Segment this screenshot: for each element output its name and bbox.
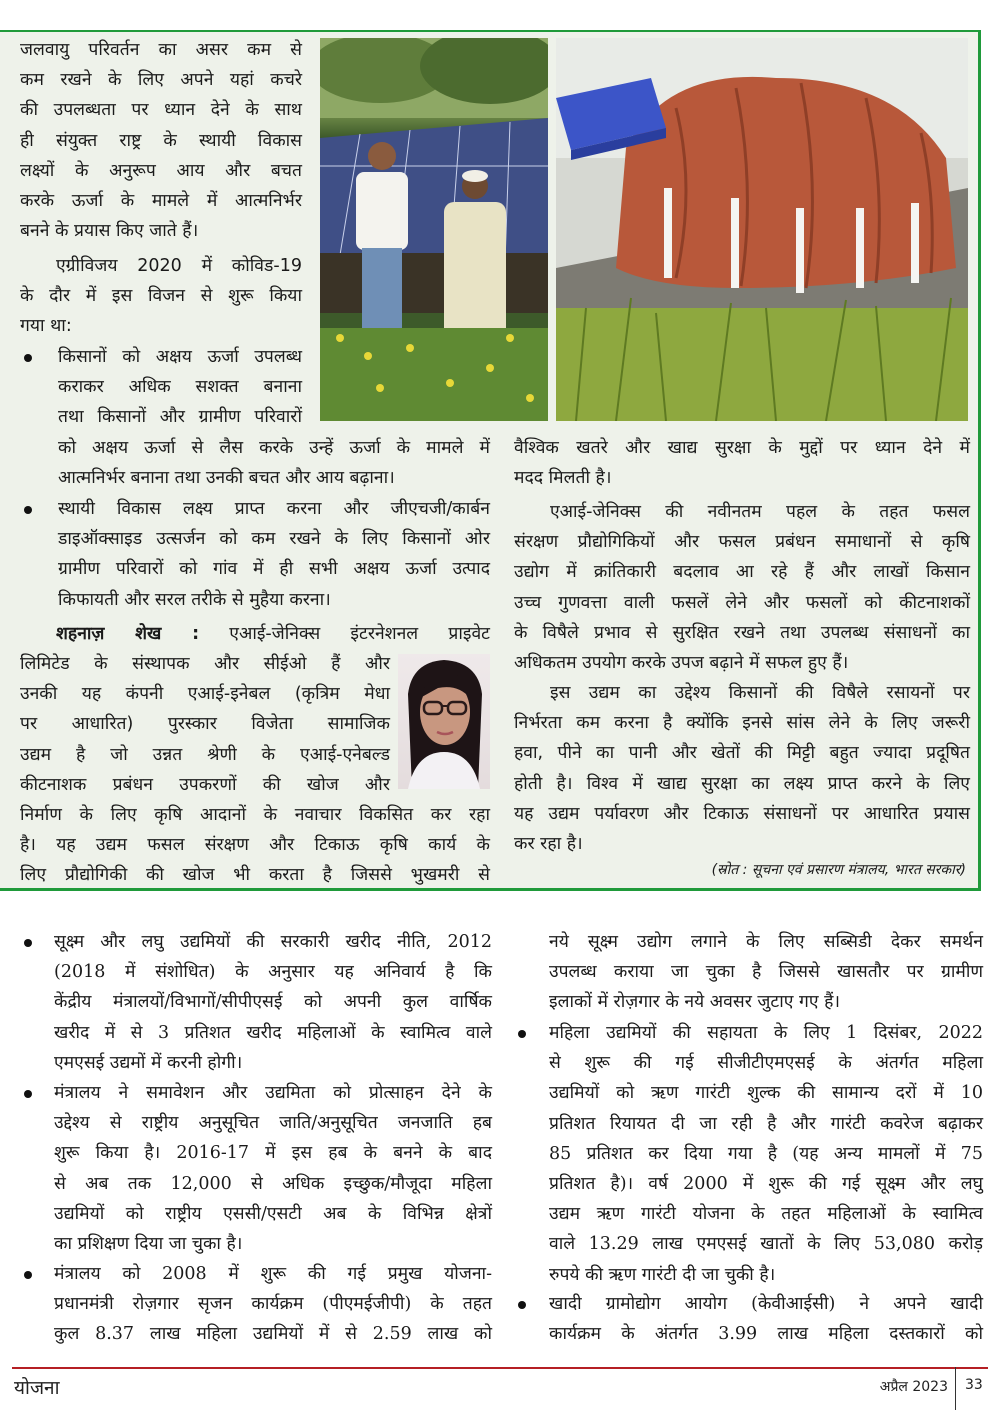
text-line: शुरू किया है। 2016-17 में इस हब के बनने के बाद [54,1143,492,1164]
intro-paragraph [20,35,302,246]
bullet-icon [24,939,32,947]
solar-scene-illustration [320,38,548,421]
text-line: निर्माण के लिए कृषि आदानों के नवाचार विकसित कर रहा [20,805,490,825]
text-line: एमएसई उद्यमों में करनी होगी। [54,1052,243,1073]
bullet-item [549,1018,983,1290]
text-line: ही संयुक्त राष्ट्र के स्थायी विकास [20,130,302,151]
bullet-item-continued [58,433,490,493]
text-line: रुपये की ऋण गारंटी दी जा चुकी है। [549,1264,776,1285]
text-line: एग्रीविजय 2020 में कोविड-19 [56,256,302,276]
text-line: उपलब्ध कराया जा चुका है जिससे खासतौर पर ग्रामीण [549,962,983,983]
biogas-unit-photo [556,38,968,421]
text-line: 85 प्रतिशत कर दिया गया है (यह अन्य मामलों में 75 [549,1143,983,1164]
issue-date: अप्रैल 2023 [879,1379,948,1395]
text-line: के विषैले प्रभाव से सुरक्षित रखने तथा उपलब्ध संसाधनों का [514,622,970,643]
solar-farmers-photo [320,38,548,421]
text-line: की उपलब्धता पर ध्यान देने के साथ [20,100,302,121]
portrait-illustration [398,654,490,789]
bullet-icon [24,354,32,362]
text-line: निर्भरता कम करना है क्योंकि इनसे सांस लेने के लिए जरूरी [514,713,970,734]
text-line: कराकर अधिक सशक्त बनाना [58,377,302,398]
text-line: स्थायी विकास लक्ष्य प्राप्त करना और जीएचजी/कार्बन [58,499,490,519]
text-line: मंत्रालय ने समावेशन और उद्यमिता को प्रोत्साहन देने के [54,1083,492,1103]
portrait-photo [398,654,490,789]
profile-name: शहनाज़ शेख : [56,624,200,644]
profile-paragraph-wrap [20,649,390,800]
bullet-item [54,1078,492,1259]
text-line: से अब तक 12,000 से अधिक इच्छुक/मौजूदा महिला [54,1173,492,1194]
text-line: खादी ग्रामोद्योग आयोग (केवीआईसी) ने अपने खादी [549,1294,983,1314]
text-line: (2018 में संशोधित) के अनुसार यह अनिवार्य है कि [54,962,492,983]
text-line: करके ऊर्जा के मामले में आत्मनिर्भर [20,191,302,212]
text-line: जलवायु परिवर्तन का असर कम से [20,40,302,60]
text-line: कर रहा है। [514,834,583,855]
footer-divider [955,1367,956,1410]
text-line: यह उद्यम पर्यावरण और टिकाऊ संसाधनों पर आधारित प्रयास [514,803,970,824]
text-line: खरीद में से 3 प्रतिशत खरीद महिलाओं के स्वामित्व वाले [54,1022,492,1043]
text-line: प्रतिशत है)। वर्ष 2000 में शुरू की गई सूक्ष्म और लघु [549,1174,983,1195]
profile-paragraph [20,619,490,649]
text-line: उनकी यह कंपनी एआई-इनेबल (कृत्रिम मेधा [20,684,390,705]
text-line: केंद्रीय मंत्रालयों/विभागों/सीपीएसई को अपनी कुल वार्षिक [54,992,492,1013]
footer-rule [12,1367,988,1369]
right-paragraph-3 [514,678,970,859]
text-line: हवा, पीने का पानी और खेतों की मिट्टी बहुत ज्यादा प्रदूषित [514,743,970,764]
text-line: उद्योग में क्रांतिकारी बदलाव आ रहे हैं और लाखों किसान [514,562,970,583]
text-line: उद्यमियों को ऋण गारंटी शुल्क की सामान्य दरों में 10 [549,1083,983,1104]
text-line [20,619,490,649]
right-paragraph-2 [514,497,970,678]
profile-paragraph-cont [20,800,490,891]
text-line: उद्देश्य से राष्ट्रीय अनुसूचित जाति/अनुसूचित जनजाति हब [54,1113,492,1134]
continued-paragraph [549,927,983,1018]
bullet-icon [24,1271,32,1279]
text-line: के दौर में इस विजन से शुरू किया [20,286,302,307]
text-line: कीटनाशक प्रबंधन उपकरणों की खोज और [20,774,390,795]
page-number: 33 [965,1377,983,1393]
bullet-item [54,927,492,1078]
text-line: इस उद्यम का उद्देश्य किसानों की विषैले रसायनों पर [550,683,970,703]
text-line: कुल 8.37 लाख महिला उद्यमियों में से 2.59 लाख को [54,1324,492,1345]
text-line: गया था: [20,316,72,337]
text-line: को अक्षय ऊर्जा से लैस करके उन्हें ऊर्जा के मामले में [58,438,490,458]
text-line: लिमिटेड के संस्थापक और सीईओ हैं और [20,654,390,674]
text-line: सूक्ष्म और लघु उद्यमियों की सरकारी खरीद नीति, 2012 [54,932,492,952]
text-line: प्रतिशत रियायत दी जा रही है और गारंटी कवरेज बढ़ाकर [549,1113,983,1134]
bullet-icon [518,1301,526,1309]
biogas-scene-illustration [556,38,968,421]
bullet-item [58,342,302,433]
text-line: एआई-जेनिक्स की नवीनतम पहल के तहत फसल [550,502,970,522]
text-line: उच्च गुणवत्ता वाली फसलें लेने और फसलों को कीटनाशकों [514,592,970,613]
text-line: कार्यक्रम के अंतर्गत 3.99 लाख महिला दस्तकारों को [549,1324,983,1345]
text-line: आत्मनिर्भर बनाना तथा उनकी बचत और आय बढ़ाना। [58,468,395,489]
text-line: वाले 13.29 लाख एमएसई खातों के लिए 53,080 करोड़ [549,1234,983,1255]
text-line: उद्यमियों को राष्ट्रीय एससी/एसटी अब के विभिन्न क्षेत्रों [54,1203,492,1224]
text-line: कम रखने के लिए अपने यहां कचरे [20,70,302,91]
text-line: का प्रशिक्षण दिया जा चुका है। [54,1234,243,1255]
text-line: किसानों को अक्षय ऊर्जा उपलब्ध [58,347,302,367]
text-line: प्रधानमंत्री रोज़गार सृजन कार्यक्रम (पीएमईजीपी) के तहत [54,1294,492,1315]
text-line: लिए प्रौद्योगिकी की खोज भी करता है जिससे भुखमरी से [20,865,490,886]
bullet-item [54,1259,492,1350]
text-line: है। यह उद्यम फसल संरक्षण और टिकाऊ कृषि कार्य के [20,835,490,856]
text-line: किफायती और सरल तरीके से मुहैया करना। [58,589,331,610]
text-line: उद्यम है जो उन्नत श्रेणी के एआई-एनेबल्ड [20,744,390,765]
text-span: एआई-जेनिक्स इंटरनेशनल प्राइवेट [229,624,490,644]
bullet-icon [518,1030,526,1038]
text-line: महिला उद्यमियों की सहायता के लिए 1 दिसंबर, 2022 [549,1023,983,1043]
bullet-item [549,1289,983,1349]
agrivision-paragraph [20,251,302,342]
text-line: लक्ष्यों के अनुरूप आय और बचत [20,160,302,181]
bullet-item [58,494,490,615]
text-line: पर आधारित) पुरस्कार विजेता सामाजिक [20,714,390,735]
bullet-icon [24,1090,32,1098]
text-line: उद्यम ऋण गारंटी योजना के तहत महिलाओं के स्वामित्व [549,1204,983,1225]
text-line: डाइऑक्साइड उत्सर्जन को कम रखने के लिए किसानों ओर [58,529,490,550]
magazine-name: योजना [14,1377,60,1399]
text-line: से शुरू की गई सीजीटीएमएसई के अंतर्गत महिला [549,1053,983,1074]
text-line: इलाकों में रोज़गार के नये अवसर जुटाए गए हैं। [549,992,841,1013]
text-line: वैश्विक खतरे और खाद्य सुरक्षा के मुद्दों पर ध्यान देने में [514,438,970,458]
bullet-icon [24,506,32,514]
source-credit: (स्रोत : सूचना एवं प्रसारण मंत्रालय, भारत सरकार) [711,862,966,878]
text-line: ग्रामीण परिवारों को गांव में ही सभी अक्षय ऊर्जा उत्पाद [58,559,490,580]
text-line: बनने के प्रयास किए जाते हैं। [20,221,199,242]
text-line: नये सूक्ष्म उद्योग लगाने के लिए सब्सिडी देकर समर्थन [549,932,983,952]
text-line: अधिकतम उपयोग करके उपज बढ़ाने में सफल हुए हैं। [514,653,849,674]
text-line: मदद मिलती है। [514,468,612,489]
text-line: होती है। विश्व में खाद्य सुरक्षा का लक्ष्य प्राप्त करने के लिए [514,773,970,794]
text-line: मंत्रालय को 2008 में शुरू की गई प्रमुख योजना- [54,1264,492,1284]
text-line: संरक्षण प्रौद्योगिकियों और फसल प्रबंधन समाधानों से कृषि [514,532,970,553]
text-line: तथा किसानों और ग्रामीण परिवारों [58,407,302,428]
right-paragraph-1 [514,433,970,493]
